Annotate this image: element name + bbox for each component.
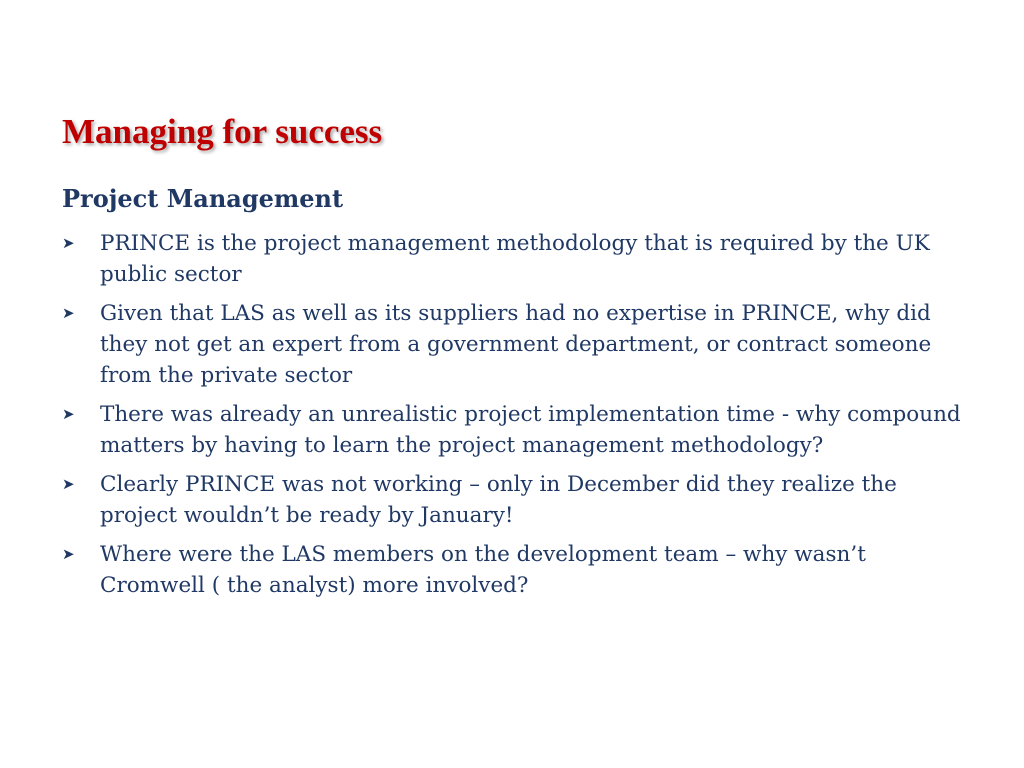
bullet-text: PRINCE is the project management methodology that is required by the UK public sector [100,231,930,287]
arrowhead-bullet-icon: ➤ [62,405,75,423]
section-subtitle: Project Management [62,184,344,213]
bullet-item [62,539,962,601]
arrowhead-bullet-icon: ➤ [62,475,75,493]
arrowhead-bullet-icon: ➤ [62,304,75,322]
bullet-item [62,298,962,391]
arrowhead-bullet-icon: ➤ [62,545,75,563]
bullet-text: There was already an unrealistic project implementation time - why compound matters by having to learn the project management methodology? [100,402,961,458]
arrowhead-bullet-icon: ➤ [62,234,75,252]
bullet-item [62,399,962,461]
bullet-item [62,228,962,290]
bullet-item [62,469,962,531]
slide-content [62,182,962,609]
bullet-text: Clearly PRINCE was not working – only in December did they realize the project wouldn’t be ready by January! [100,472,897,528]
bullet-text: Given that LAS as well as its suppliers had no expertise in PRINCE, why did they not get an expert from a government department, or contract someone from the private sector [100,301,932,388]
slide-title: Managing for success [62,112,383,151]
bullet-list [62,228,962,601]
bullet-text: Where were the LAS members on the development team – why wasn’t Cromwell ( the analyst) more involved? [100,542,866,598]
